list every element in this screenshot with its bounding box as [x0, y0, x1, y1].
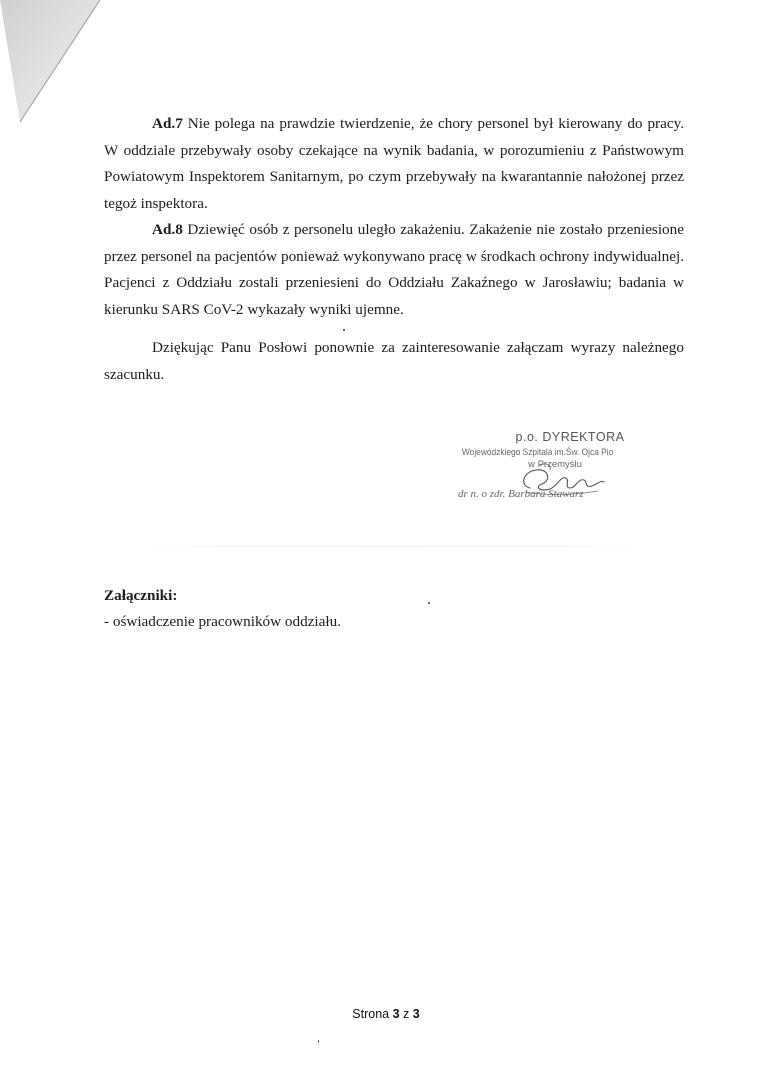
- scan-speck: [318, 1040, 319, 1043]
- paragraph-label: Ad.8: [152, 221, 183, 238]
- paragraph-label: Ad.7: [152, 115, 183, 132]
- footer-current-page: 3: [392, 1007, 400, 1021]
- page-curl-shadow: [0, 0, 110, 130]
- scan-speck: [428, 602, 430, 604]
- footer-separator: z: [403, 1007, 410, 1021]
- paragraph-ad8: [104, 217, 684, 323]
- attachment-item: - oświadczenie pracowników oddziału.: [104, 613, 342, 630]
- footer-prefix: Strona: [352, 1007, 390, 1021]
- stamp-signatory-name: dr n. o zdr. Barbara Stawarz: [458, 488, 584, 500]
- stamp-institution: Wojewódzkiego Szpitala im.Św. Ojca Pio: [461, 447, 614, 458]
- paragraph-text: Nie polega na prawdzie twierdzenie, że chory personel był kierowany do pracy. W oddziale przebywały osoby czekające na wynik badania, w porozumieniu z Państwowym Powiatowym Inspektorem Sanitarnym, po czym przebywały na kwarantannie nałożonej przez tegoż inspektora.: [104, 115, 684, 212]
- attachments-section: [104, 583, 341, 635]
- stamp-title: p.o. DYREKTORA: [515, 430, 625, 444]
- closing-text: Dziękując Panu Posłowi ponownie za zainteresowanie załączam wyrazy należnego szacunku.: [104, 339, 684, 383]
- footer-total-pages: 3: [412, 1007, 420, 1021]
- stamp-city: w Przemyślu: [528, 459, 582, 470]
- paragraph-ad7: [104, 111, 684, 217]
- scan-speck: [343, 329, 345, 331]
- paragraph-text: Dziewięć osób z personelu uległo zakażeniu. Zakażenie nie zostało przeniesione przez personel na pacjentów ponieważ wykonywano pracę w środkach ochrony indywidualnej. Pacjenci z Oddziału zostali przeniesieni do Oddziału Zakaźnego w Jarosławiu; badania w kierunku SARS CoV-2 wykazały wyniki ujemne.: [104, 221, 684, 318]
- director-stamp: [440, 430, 640, 510]
- attachments-heading: Załączniki:: [104, 587, 178, 604]
- paragraph-closing: [104, 335, 684, 388]
- scan-artifact-line: [100, 546, 680, 547]
- page-footer: [0, 1007, 772, 1021]
